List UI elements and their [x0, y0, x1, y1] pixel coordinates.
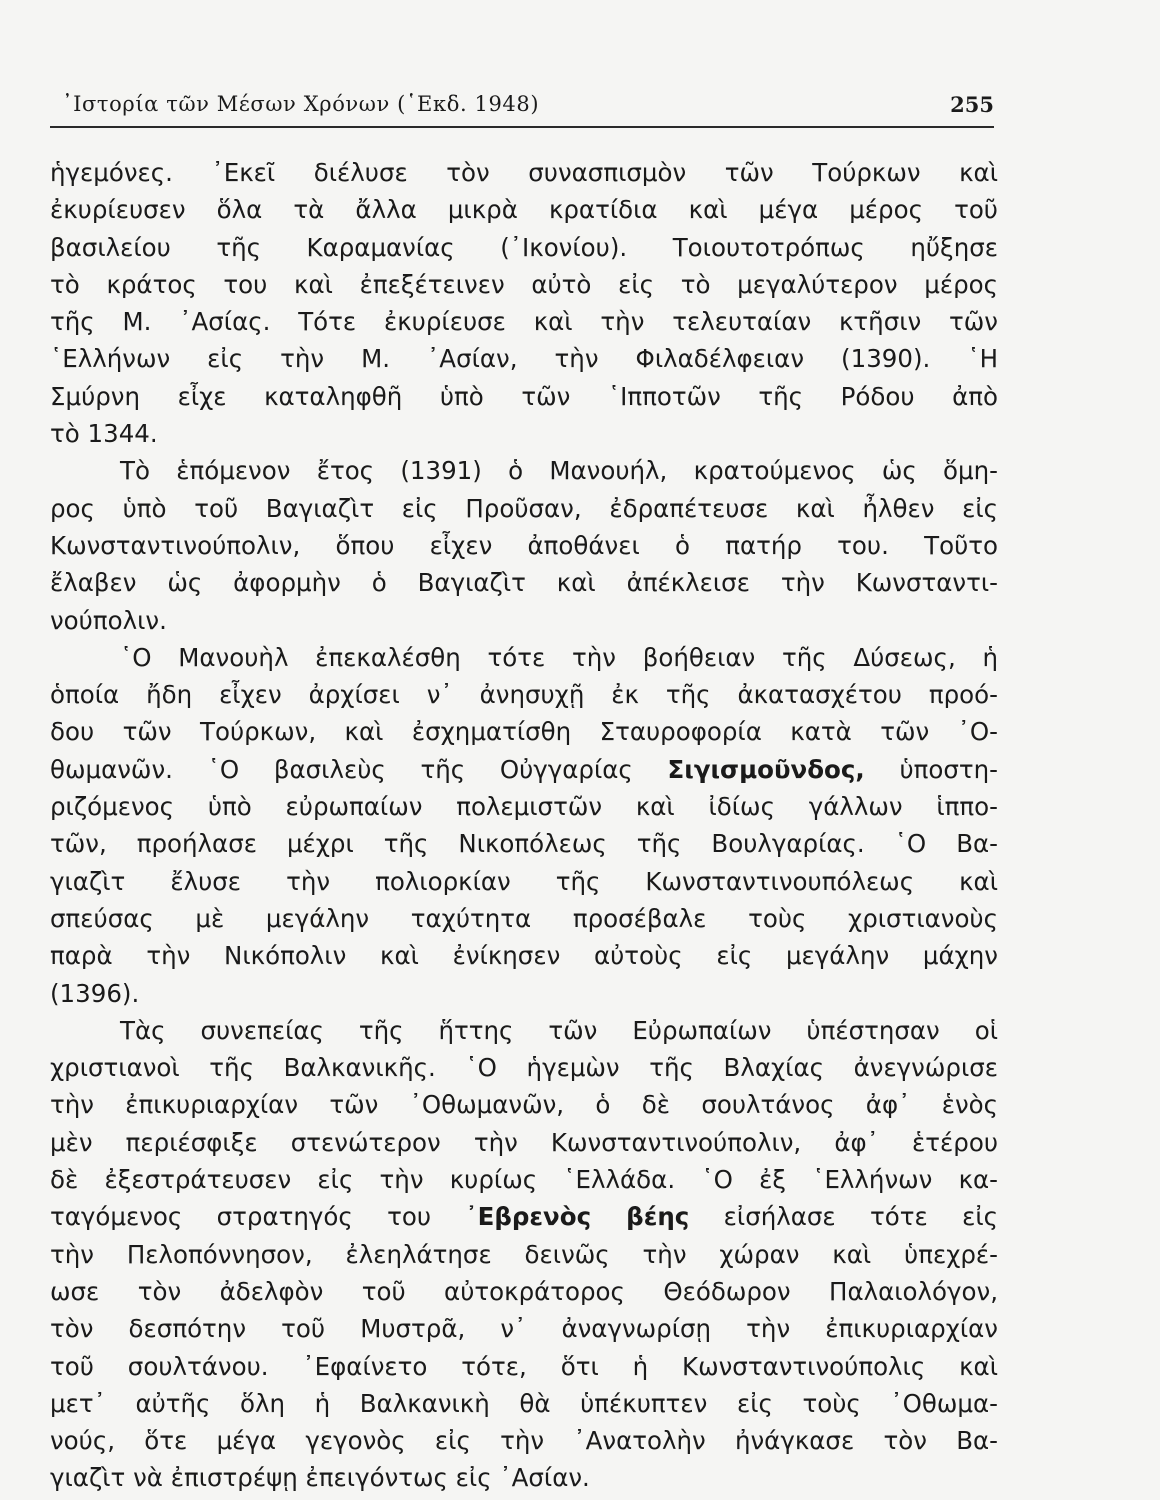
text-segment: ταγόμενος στρατηγός του: [50, 1202, 431, 1232]
text-line: παρὰ τὴν Νικόπολιν καὶ ἐνίκησεν αὐτοὺς εἰς μεγάλην μάχην: [50, 941, 998, 971]
text-segment: θωμανῶν. ῾Ο βασιλεὺς τῆς Οὐγγαρίας: [50, 754, 633, 784]
text-line: μὲν περιέσφιξε στενώτερον τὴν Κωνσταντινούπολιν, ἀφ᾿ ἑτέρου: [50, 1127, 998, 1157]
text-line: τὸν δεσπότην τοῦ Μυστρᾶ, ν᾿ ἀναγνωρίσῃ τὴν ἐπικυριαρχίαν: [50, 1314, 998, 1344]
text-line: δου τῶν Τούρκων, καὶ ἐσχηματίσθη Σταυροφορία κατὰ τῶν ᾿Ο-: [50, 717, 998, 747]
text-line: ωσε τὸν ἀδελφὸν τοῦ αὐτοκράτορος Θεόδωρον Παλαιολόγον,: [50, 1276, 998, 1306]
text-line: ὁποία ἤδη εἶχεν ἀρχίσει ν᾿ ἀνησυχῇ ἐκ τῆς ἀκατασχέτου προό-: [50, 680, 998, 710]
text-line: τοῦ σουλτάνου. ᾿Εφαίνετο τότε, ὅτι ἡ Κωνσταντινούπολις καὶ: [50, 1351, 998, 1381]
running-header: [50, 88, 994, 120]
header-rule: [50, 126, 994, 128]
running-title: ᾿Ιστορία τῶν Μέσων Χρόνων (῾Εκδ. 1948): [62, 92, 540, 116]
text-line: τὴν ἐπικυριαρχίαν τῶν ᾿Οθωμανῶν, ὁ δὲ σουλτάνος ἀφ᾿ ἑνὸς: [50, 1090, 998, 1120]
text-segment: ὑποστη-: [899, 754, 998, 784]
text-line: γιαζὶτ ἔλυσε τὴν πολιορκίαν τῆς Κωνσταντινουπόλεως καὶ: [50, 866, 998, 896]
text-line: ριζόμενος ὑπὸ εὐρωπαίων πολεμιστῶν καὶ ἰδίως γάλλων ἱππο-: [50, 792, 998, 822]
text-line: γιαζὶτ νὰ ἐπιστρέψῃ ἐπειγόντως εἰς ᾿Ασίαν.: [50, 1463, 590, 1493]
text-line: τὴν Πελοπόννησον, ἐλεηλάτησε δεινῶς τὴν χώραν καὶ ὑπεχρέ-: [50, 1239, 998, 1269]
text-line: ῾Ο Μανουὴλ ἐπεκαλέσθη τότε τὴν βοήθειαν τῆς Δύσεως, ἡ: [120, 642, 998, 672]
text-segment: εἰσήλασε τότε εἰς: [723, 1202, 998, 1232]
text-line: σπεύσας μὲ μεγάλην ταχύτητα προσέβαλε τοὺς χριστιανοὺς: [50, 903, 998, 933]
page-number: 255: [950, 92, 994, 117]
emphasized-name: ᾿Εβρενὸς βέης: [465, 1202, 690, 1232]
emphasized-name: Σιγισμοῦνδος,: [667, 754, 865, 784]
text-line: ρος ὑπὸ τοῦ Βαγιαζὶτ εἰς Προῦσαν, ἐδραπέτευσε καὶ ἦλθεν εἰς: [50, 493, 998, 523]
text-line: δὲ ἐξεστράτευσεν εἰς τὴν κυρίως ῾Ελλάδα. ῾Ο ἐξ ῾Ελλήνων κα-: [50, 1165, 998, 1195]
text-line: τῆς Μ. ᾿Ασίας. Τότε ἐκυρίευσε καὶ τὴν τελευταίαν κτῆσιν τῶν: [50, 307, 998, 337]
text-line: Σμύρνη εἶχε καταληφθῆ ὑπὸ τῶν ῾Ιπποτῶν τῆς Ρόδου ἀπὸ: [50, 381, 998, 411]
body-text: [50, 154, 998, 1497]
text-line: ἡγεμόνες. ᾿Εκεῖ διέλυσε τὸν συνασπισμὸν τῶν Τούρκων καὶ: [50, 158, 998, 187]
text-line: μετ᾿ αὐτῆς ὅλη ἡ Βαλκανικὴ θὰ ὑπέκυπτεν εἰς τοὺς ᾿Οθωμα-: [50, 1388, 998, 1418]
text-line: Κωνσταντινούπολιν, ὅπου εἶχεν ἀποθάνει ὁ πατήρ του. Τοῦτο: [50, 530, 998, 560]
text-line: ἐκυρίευσεν ὅλα τὰ ἄλλα μικρὰ κρατίδια καὶ μέγα μέρος τοῦ: [50, 195, 998, 225]
text-line: τὸ κράτος του καὶ ἐπεξέτεινεν αὐτὸ εἰς τὸ μεγαλύτερον μέρος: [50, 269, 998, 299]
text-line: χριστιανοὶ τῆς Βαλκανικῆς. ῾Ο ἡγεμὼν τῆς Βλαχίας ἀνεγνώρισε: [50, 1053, 998, 1083]
text-line: ἔλαβεν ὡς ἀφορμὴν ὁ Βαγιαζὶτ καὶ ἀπέκλεισε τὴν Κωνσταντι-: [50, 568, 998, 598]
text-line: [50, 751, 998, 788]
text-line: Τὰς συνεπείας τῆς ἥττης τῶν Εὐρωπαίων ὑπέστησαν οἱ: [120, 1015, 998, 1045]
text-line: (1396).: [50, 978, 140, 1008]
text-line: τὸ 1344.: [50, 419, 158, 449]
text-line: Τὸ ἑπόμενον ἔτος (1391) ὁ Μανουήλ, κρατούμενος ὡς ὅμη-: [120, 456, 998, 486]
text-line: νούς, ὅτε μέγα γεγονὸς εἰς τὴν ᾿Ανατολὴν ἠνάγκασε τὸν Βα-: [50, 1426, 998, 1456]
text-line: ῾Ελλήνων εἰς τὴν Μ. ᾿Ασίαν, τὴν Φιλαδέλφειαν (1390). ῾Η: [50, 344, 998, 374]
text-line: [50, 1198, 998, 1235]
text-line: τῶν, προήλασε μέχρι τῆς Νικοπόλεως τῆς Βουλγαρίας. ῾Ο Βα-: [50, 829, 998, 859]
text-line: νούπολιν.: [50, 605, 167, 635]
text-line: βασιλείου τῆς Καραμανίας (᾿Ικονίου). Τοιουτοτρόπως ηὔξησε: [50, 232, 998, 262]
